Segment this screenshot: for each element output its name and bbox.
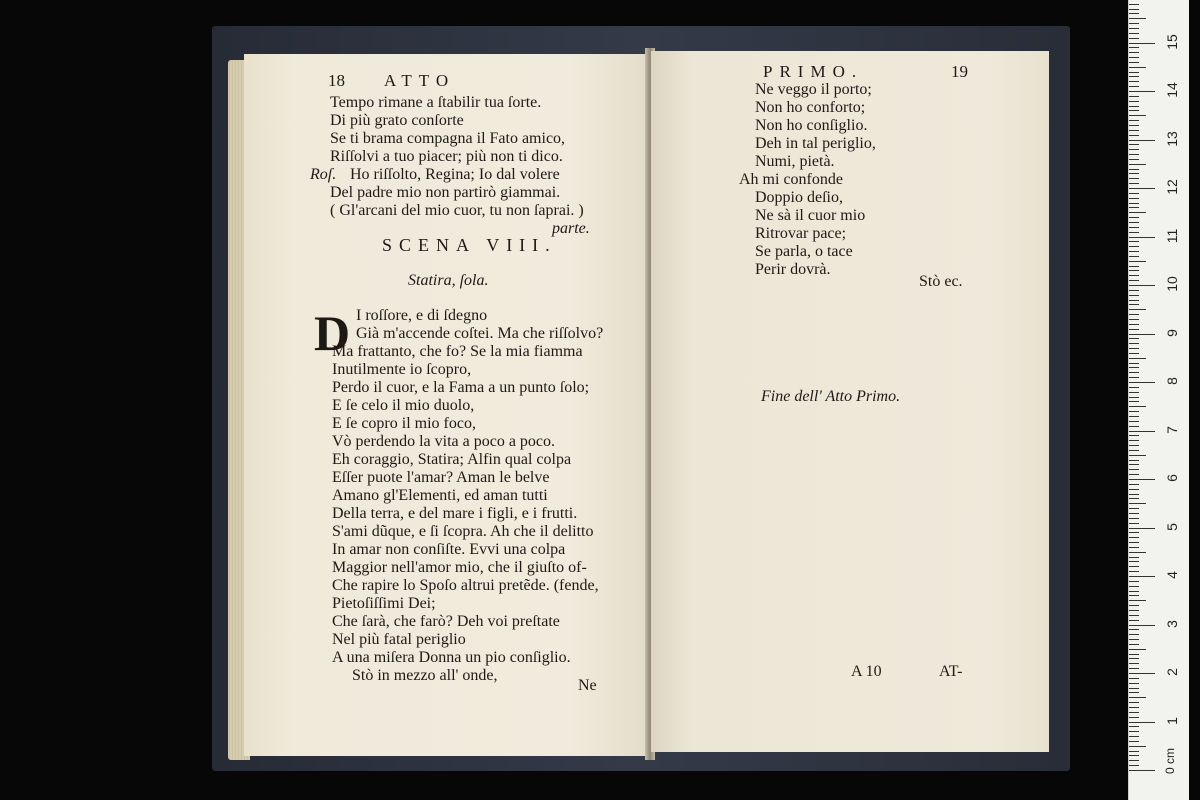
ruler-number: 12: [1164, 179, 1180, 195]
ruler-tick: [1129, 300, 1139, 301]
ruler-tick: [1129, 702, 1139, 703]
catchword: Ne: [578, 677, 597, 694]
ruler-tick: [1129, 639, 1139, 640]
ruler-tick: [1129, 688, 1139, 689]
ruler-tick: [1129, 173, 1139, 174]
ruler-tick: [1129, 43, 1155, 44]
ruler-tick: [1129, 9, 1139, 10]
signature-mark: A 10: [851, 663, 882, 680]
ruler-tick: [1129, 595, 1139, 596]
ruler-tick: [1129, 62, 1139, 63]
text-line: Che ſarà, che farò? Deh voi preſtate: [332, 613, 560, 630]
ruler-tick: [1129, 508, 1139, 509]
drop-cap: D: [314, 305, 351, 361]
ruler-tick: [1129, 207, 1139, 208]
ruler-tick: [1129, 343, 1139, 344]
left-page: [244, 54, 649, 756]
ruler-tick: [1129, 678, 1139, 679]
text-line: Eh coraggio, Statira; Alfin qual colpa: [332, 451, 572, 468]
speaker-label: Roſ.: [310, 166, 337, 183]
ruler-tick: [1129, 164, 1146, 165]
ruler-number: 2: [1164, 668, 1180, 676]
ruler-tick: [1129, 460, 1139, 461]
ruler-tick: [1129, 290, 1139, 291]
ruler-tick: [1129, 353, 1139, 354]
ruler-tick: [1129, 57, 1139, 58]
ruler-tick: [1129, 275, 1139, 276]
ruler-tick: [1129, 450, 1139, 451]
ruler-tick: [1129, 591, 1139, 592]
ruler-tick: [1129, 755, 1139, 756]
text-line: Stò in mezzo all' onde,: [352, 667, 498, 684]
ruler-tick: [1129, 372, 1139, 373]
ruler-tick: [1129, 605, 1139, 606]
ruler-tick: [1129, 178, 1139, 179]
text-line: Di più grato conſorte: [330, 112, 464, 129]
ruler-tick: [1129, 654, 1139, 655]
ruler-tick: [1129, 746, 1146, 747]
ruler-tick: [1129, 382, 1155, 383]
ruler-tick: [1129, 193, 1139, 194]
ruler-tick: [1129, 86, 1139, 87]
text-line: Inutilmente io ſcopro,: [332, 361, 472, 378]
ruler-tick: [1129, 658, 1139, 659]
ruler-tick: [1129, 183, 1139, 184]
ruler-tick: [1129, 324, 1139, 325]
ruler-tick: [1129, 736, 1139, 737]
ruler-tick: [1129, 615, 1139, 616]
ruler-tick: [1129, 217, 1139, 218]
ruler-tick: [1129, 474, 1139, 475]
ruler-tick: [1129, 377, 1139, 378]
ruler-tick: [1129, 33, 1139, 34]
ruler-tick: [1129, 663, 1139, 664]
ruler-tick: [1129, 387, 1139, 388]
ruler-tick: [1129, 494, 1139, 495]
ruler-tick: [1129, 18, 1146, 19]
ruler-tick: [1129, 23, 1139, 24]
scene-heading: SCENA VIII.: [382, 235, 557, 255]
ruler-tick: [1129, 246, 1139, 247]
ruler-tick: [1129, 101, 1139, 102]
ruler-tick: [1129, 440, 1139, 441]
ruler-tick: [1129, 256, 1139, 257]
ruler-tick: [1129, 154, 1139, 155]
measuring-ruler: [1128, 0, 1189, 800]
ruler-tick: [1129, 751, 1139, 752]
text-line: Perdo il cuor, e la Fama a un punto ſolo;: [332, 379, 590, 396]
exit-note: Stò ec.: [919, 273, 963, 290]
ruler-tick: [1129, 712, 1139, 713]
ruler-tick: [1129, 96, 1139, 97]
ruler-tick: [1129, 697, 1146, 698]
ruler-tick: [1129, 532, 1139, 533]
ruler-tick: [1129, 406, 1146, 407]
text-line: Eſſer puote l'amar? Aman le belve: [332, 469, 550, 486]
ruler-tick: [1129, 130, 1139, 131]
ruler-tick: [1129, 586, 1139, 587]
ruler-tick: [1129, 479, 1155, 480]
text-line: Se parla, o tace: [755, 243, 853, 260]
ruler-tick: [1129, 528, 1155, 529]
ruler-tick: [1129, 576, 1155, 577]
ruler-number: 10: [1164, 276, 1180, 292]
ruler-tick: [1129, 513, 1139, 514]
ruler-tick: [1129, 644, 1139, 645]
right-page: [651, 51, 1049, 752]
act-end-note: Fine dell' Atto Primo.: [761, 388, 901, 405]
ruler-tick: [1129, 295, 1139, 296]
text-line: Non ho conſiglio.: [755, 117, 868, 134]
text-line: A una miſera Donna un pio conſiglio.: [332, 649, 571, 666]
ruler-tick: [1129, 455, 1146, 456]
ruler-tick: [1129, 188, 1155, 189]
ruler-tick: [1129, 552, 1146, 553]
ruler-tick: [1129, 309, 1146, 310]
ruler-tick: [1129, 110, 1139, 111]
ruler-tick: [1129, 571, 1139, 572]
ruler-tick: [1129, 600, 1146, 601]
ruler-number: 13: [1164, 130, 1180, 147]
ruler-tick: [1129, 431, 1155, 432]
ruler-tick: [1129, 692, 1139, 693]
text-line: Ma frattanto, che fo? Se la mia fiamma: [332, 343, 583, 360]
ruler-tick: [1129, 47, 1139, 48]
ruler-tick: [1129, 222, 1139, 223]
text-line: Tempo rimane a ſtabilir tua ſorte.: [330, 94, 542, 111]
text-line: Non ho conforto;: [755, 99, 866, 116]
ruler-tick: [1129, 338, 1139, 339]
text-line: Ah mi confonde: [739, 171, 843, 188]
page-number: 18: [328, 71, 345, 90]
ruler-tick: [1129, 159, 1139, 160]
ruler-tick: [1129, 91, 1155, 92]
ruler-tick: [1129, 765, 1139, 766]
ruler-tick: [1129, 251, 1139, 252]
ruler-tick: [1129, 280, 1139, 281]
ruler-tick: [1129, 722, 1155, 723]
ruler-tick: [1129, 120, 1139, 121]
ruler-tick: [1129, 634, 1139, 635]
ruler-tick: [1129, 348, 1139, 349]
ruler-tick: [1129, 38, 1139, 39]
ruler-tick: [1129, 411, 1139, 412]
text-line: E ſe copro il mio foco,: [332, 415, 476, 432]
text-line: Che rapire lo Spoſo altrui pretẽde. (fende,: [332, 577, 599, 594]
ruler-tick: [1129, 741, 1139, 742]
ruler-tick: [1129, 523, 1139, 524]
ruler-tick: [1129, 125, 1139, 126]
ruler-tick: [1129, 731, 1139, 732]
ruler-number: 6: [1164, 474, 1180, 482]
ruler-tick: [1129, 620, 1139, 621]
text-line: Maggior nell'amor mio, che il giuſto of-: [332, 559, 587, 576]
ruler-tick: [1129, 445, 1139, 446]
text-line: I roſſore, e di ſdegno: [356, 307, 488, 324]
running-head: ATTO: [384, 71, 456, 90]
ruler-tick: [1129, 140, 1155, 141]
ruler-tick: [1129, 537, 1139, 538]
ruler-number: 8: [1164, 377, 1180, 385]
text-line: ( Gl'arcani del mio cuor, tu non ſaprai. ): [330, 202, 584, 219]
ruler-tick: [1129, 489, 1139, 490]
ruler-tick: [1129, 241, 1139, 242]
ruler-tick: [1129, 76, 1139, 77]
ruler-tick: [1129, 629, 1139, 630]
ruler-tick: [1129, 203, 1139, 204]
ruler-tick: [1129, 13, 1139, 14]
text-line: Del padre mio non partirò giammai.: [330, 184, 561, 201]
ruler-tick: [1129, 28, 1139, 29]
ruler-tick: [1129, 426, 1139, 427]
ruler-number: 7: [1164, 425, 1180, 434]
ruler-number: 4: [1164, 571, 1180, 579]
text-line: Vò perdendo la vita a poco a poco.: [332, 433, 556, 450]
ruler-tick: [1129, 581, 1139, 582]
ruler-tick: [1129, 673, 1155, 674]
text-line: Nel più fatal periglio: [332, 631, 466, 648]
ruler-number: 15: [1164, 33, 1180, 50]
ruler-tick: [1129, 227, 1139, 228]
ruler-tick: [1129, 435, 1139, 436]
ruler-tick: [1129, 649, 1146, 650]
ruler-tick: [1129, 566, 1139, 567]
ruler-tick: [1129, 232, 1139, 233]
stage-direction: parte.: [552, 220, 590, 237]
ruler-tick: [1129, 67, 1146, 68]
ruler-tick: [1129, 81, 1139, 82]
ruler-tick: [1129, 561, 1139, 562]
text-line: Deh in tal periglio,: [755, 135, 876, 152]
ruler-tick: [1129, 266, 1139, 267]
text-line: S'ami dũque, e ſi ſcopra. Ah che il delitto: [332, 523, 594, 540]
scene-persons: Statira, ſola.: [408, 272, 489, 289]
ruler-tick: [1129, 52, 1139, 53]
ruler-tick: [1129, 270, 1139, 271]
ruler-tick: [1129, 401, 1139, 402]
ruler-tick: [1129, 314, 1139, 315]
ruler-unit-label: 0 cm: [1163, 747, 1178, 775]
ruler-tick: [1129, 304, 1139, 305]
text-line: Ritrovar pace;: [755, 225, 847, 242]
ruler-tick: [1129, 464, 1139, 465]
running-head: PRIMO.: [763, 62, 864, 81]
ruler-tick: [1129, 237, 1155, 238]
ruler-tick: [1129, 212, 1146, 213]
ruler-tick: [1129, 610, 1139, 611]
ruler-number: 14: [1164, 82, 1180, 98]
text-line: In amar non conſiſte. Evvi una colpa: [332, 541, 566, 558]
ruler-tick: [1129, 392, 1139, 393]
ruler-tick: [1129, 557, 1139, 558]
text-line: Ho riſſolto, Regina; Io dal volere: [350, 166, 560, 183]
ruler-tick: [1129, 498, 1139, 499]
ruler-number: 9: [1164, 328, 1180, 337]
ruler-tick: [1129, 149, 1139, 150]
text-line: Della terra, e del mare i figli, e i frutti.: [332, 505, 578, 522]
ruler-tick: [1129, 683, 1139, 684]
ruler-tick: [1129, 329, 1139, 330]
ruler-number: 3: [1164, 619, 1180, 628]
ruler-tick: [1129, 169, 1139, 170]
text-line: Perir dovrà.: [755, 261, 831, 278]
page-number: 19: [951, 62, 968, 81]
text-line: Pietoſiſſimi Dei;: [332, 595, 436, 612]
ruler-tick: [1129, 625, 1155, 626]
ruler-tick: [1129, 469, 1139, 470]
text-line: Doppio deſio,: [755, 189, 843, 206]
ruler-tick: [1129, 770, 1155, 771]
ruler-tick: [1129, 484, 1139, 485]
ruler-tick: [1129, 285, 1155, 286]
text-line: Numi, pietà.: [755, 153, 835, 170]
ruler-tick: [1129, 261, 1146, 262]
ruler-number: 5: [1164, 522, 1180, 531]
text-line: E ſe celo il mio duolo,: [332, 397, 475, 414]
ruler-tick: [1129, 144, 1139, 145]
ruler-tick: [1129, 503, 1146, 504]
ruler-tick: [1129, 4, 1139, 5]
ruler-number: 11: [1164, 228, 1180, 243]
ruler-tick: [1129, 668, 1139, 669]
ruler-tick: [1129, 319, 1139, 320]
ruler-tick: [1129, 135, 1139, 136]
text-line: Ne sà il cuor mio: [755, 207, 866, 224]
ruler-tick: [1129, 115, 1146, 116]
ruler-tick: [1129, 367, 1139, 368]
ruler-tick: [1129, 363, 1139, 364]
ruler-number: 1: [1164, 716, 1180, 725]
ruler-tick: [1129, 542, 1139, 543]
text-line: Amano gl'Elementi, ed aman tutti: [332, 487, 548, 504]
ruler-tick: [1129, 421, 1139, 422]
ruler-tick: [1129, 416, 1139, 417]
ruler-tick: [1129, 358, 1146, 359]
ruler-tick: [1129, 518, 1139, 519]
ruler-tick: [1129, 760, 1139, 761]
text-line: Riſſolvi a tuo piacer; più non ti dico.: [330, 148, 563, 165]
ruler-tick: [1129, 198, 1139, 199]
ruler-tick: [1129, 72, 1139, 73]
ruler-tick: [1129, 547, 1139, 548]
ruler-tick: [1129, 717, 1139, 718]
text-line: Se ti brama compagna il Fato amico,: [330, 130, 566, 147]
ruler-tick: [1129, 726, 1139, 727]
catchword: AT-: [939, 663, 963, 680]
text-line: Già m'accende coſtei. Ma che riſſolvo?: [356, 325, 604, 342]
text-line: Ne veggo il porto;: [755, 81, 872, 98]
ruler-tick: [1129, 334, 1155, 335]
ruler-tick: [1129, 707, 1139, 708]
ruler-tick: [1129, 106, 1139, 107]
ruler-tick: [1129, 397, 1139, 398]
